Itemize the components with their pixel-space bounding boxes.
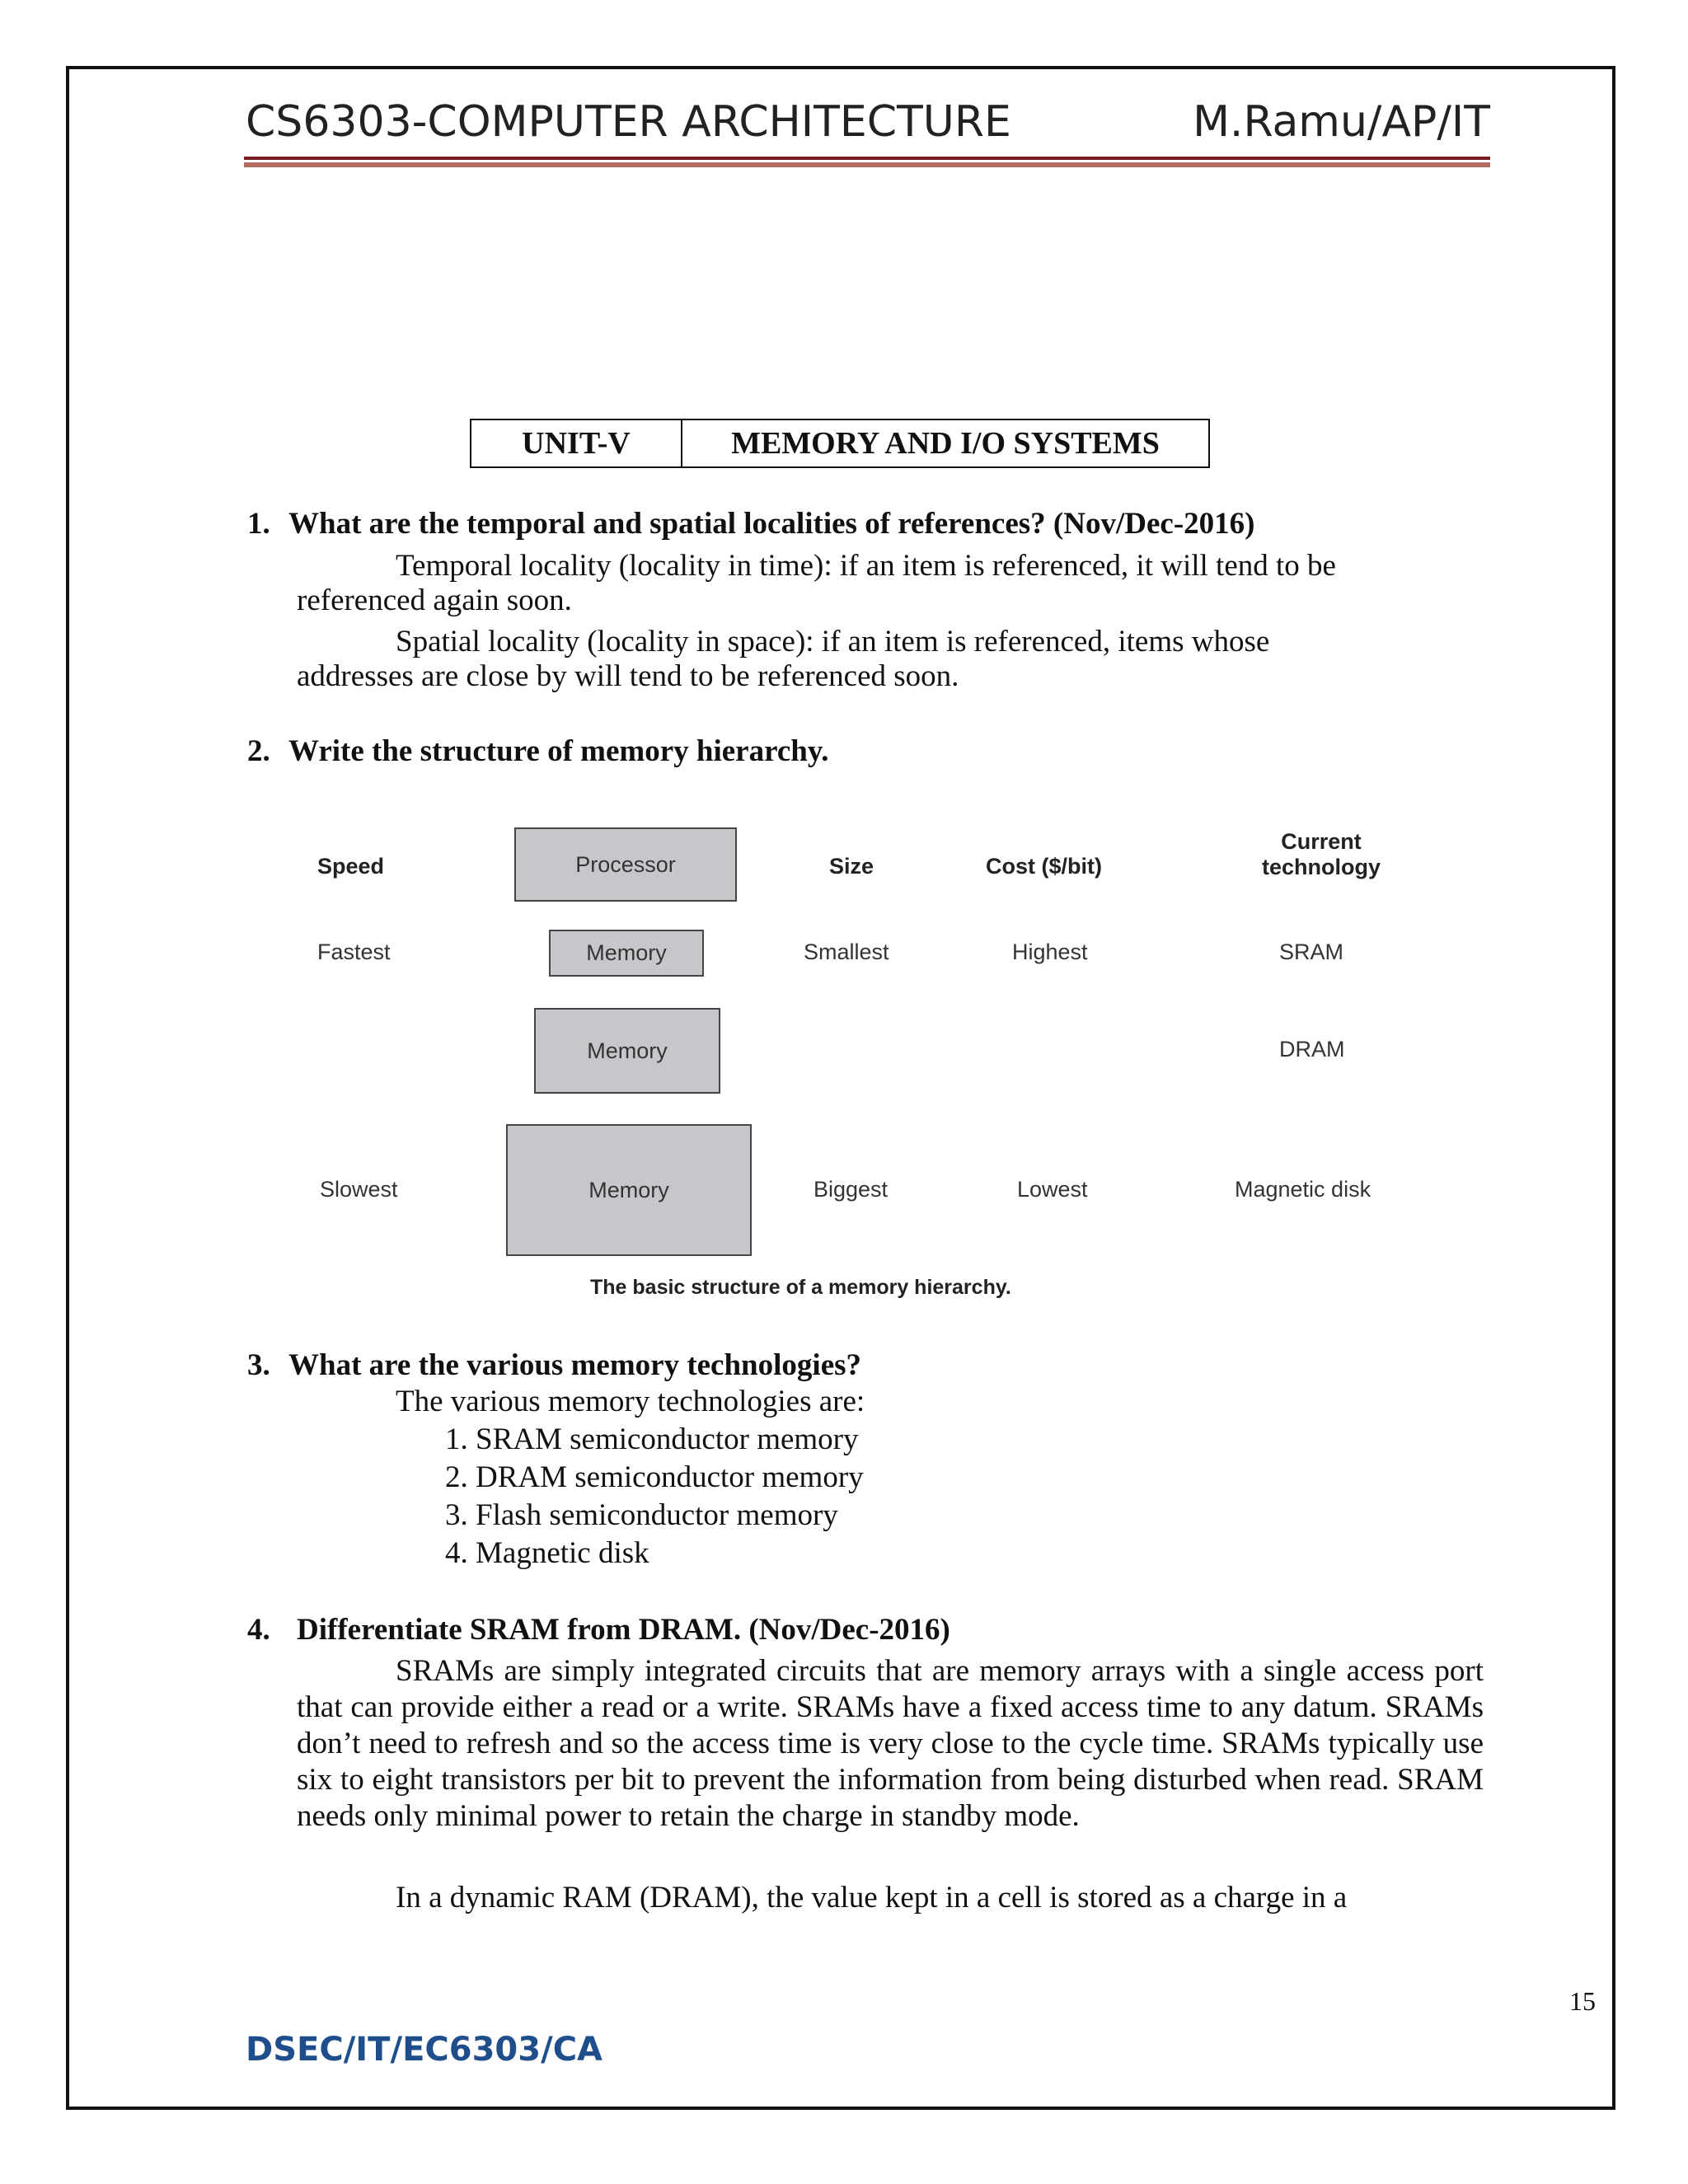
question-text: Differentiate SRAM from DRAM. (Nov/Dec-2016) — [297, 1613, 950, 1647]
tech-sram: SRAM — [1279, 940, 1344, 964]
list-item: 4. Magnetic disk — [445, 1536, 649, 1570]
question-number: 1. — [247, 507, 270, 541]
question-text: Write the structure of memory hierarchy. — [288, 734, 829, 768]
question-1 — [247, 506, 1254, 541]
footer-code: DSEC/IT/EC6303/CA — [246, 2031, 603, 2069]
size-header: Size — [829, 854, 874, 879]
tech-dram: DRAM — [1279, 1037, 1345, 1062]
list-item: 3. Flash semiconductor memory — [445, 1498, 838, 1532]
technology-header-line2: technology — [1261, 855, 1381, 879]
header-rule — [244, 157, 1490, 160]
question-number: 4. — [247, 1613, 270, 1647]
header-rule-shadow — [244, 162, 1490, 167]
question-text: What are the temporal and spatial localities of references? (Nov/Dec-2016) — [288, 507, 1255, 541]
page-number: 15 — [1569, 1986, 1596, 2016]
spatial-locality-line2: addresses are close by will tend to be referenced soon. — [297, 659, 959, 693]
size-smallest: Smallest — [804, 940, 889, 964]
author-label: M.Ramu/AP/IT — [1193, 97, 1490, 147]
cost-lowest: Lowest — [1017, 1177, 1088, 1202]
question-3 — [247, 1347, 861, 1383]
technology-header — [1243, 829, 1400, 880]
list-item: 2. DRAM semiconductor memory — [445, 1460, 864, 1494]
temporal-locality-line1: Temporal locality (locality in time): if an item is referenced, it will tend to be — [396, 549, 1336, 583]
sram-paragraph: SRAMs are simply integrated circuits that are memory arrays with a single access port that can provide either a read or a write. SRAMs have a fixed access time to any datum. SRAMs don’t need to refresh and so the access time is very close to the cycle time. SRAMs typically use six to eight transistors per bit to prevent the information from being disturbed when read. SRAM needs only minimal power to retain the charge in standby mode. — [297, 1654, 1484, 1833]
diagram-caption: The basic structure of a memory hierarchy. — [590, 1276, 1011, 1299]
dram-paragraph: In a dynamic RAM (DRAM), the value kept in a cell is stored as a charge in a — [396, 1881, 1348, 1915]
question-number: 2. — [247, 734, 270, 768]
unit-title: MEMORY AND I/O SYSTEMS — [731, 426, 1160, 461]
question-number: 3. — [247, 1348, 270, 1382]
cost-header: Cost ($/bit) — [986, 854, 1102, 879]
question-2 — [247, 733, 829, 769]
technology-header-line1: Current — [1281, 829, 1362, 854]
cost-highest: Highest — [1012, 940, 1088, 964]
speed-fastest: Fastest — [317, 940, 391, 964]
unit-title-table — [470, 419, 1210, 468]
course-title: CS6303-COMPUTER ARCHITECTURE — [246, 97, 1011, 147]
question-4 — [247, 1612, 950, 1647]
memory-level-2-box: Memory — [534, 1008, 720, 1094]
temporal-locality-line2: referenced again soon. — [297, 583, 572, 617]
technologies-intro: The various memory technologies are: — [396, 1385, 865, 1418]
list-item: 1. SRAM semiconductor memory — [445, 1422, 859, 1456]
size-biggest: Biggest — [814, 1177, 889, 1202]
tech-magnetic-disk: Magnetic disk — [1235, 1177, 1372, 1202]
speed-slowest: Slowest — [320, 1177, 398, 1202]
unit-label: UNIT-V — [471, 420, 682, 466]
processor-box: Processor — [514, 827, 737, 902]
spatial-locality-line1: Spatial locality (locality in space): if an item is referenced, items whose — [396, 625, 1270, 658]
speed-header: Speed — [317, 854, 385, 879]
memory-level-1-box: Memory — [549, 930, 704, 977]
memory-level-3-box: Memory — [506, 1124, 752, 1256]
question-text: What are the various memory technologies? — [288, 1348, 862, 1382]
